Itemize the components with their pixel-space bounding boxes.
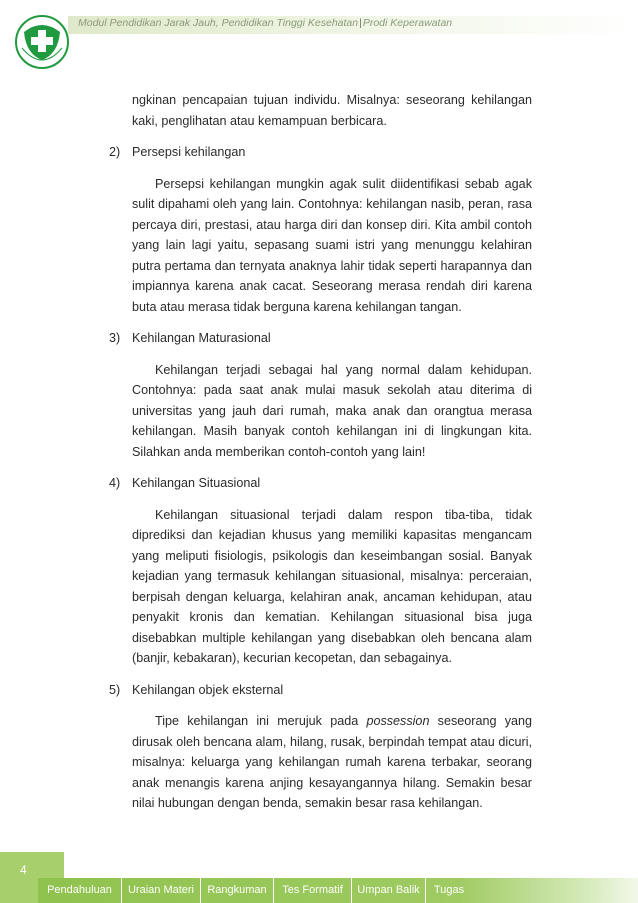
nav-tab-uraian-materi[interactable]: Uraian Materi	[122, 878, 201, 903]
item-number: 2)	[109, 145, 121, 159]
item-paragraph: Kehilangan situasional terjadi dalam respon tiba-tiba, tidak diprediksi dan kejadian khusus yang memiliki kapasitas mengancam yang meliputi fisiologis, psikologis dan keseimbangan sosial. Banyak kejadian yang termasuk kehilangan situasional, misalnya: perceraian, berpisah dengan keluarga, kelahiran anak, ancaman kehidupan, atau penyakit kronis dan kematian. Kehilangan situasional bisa juga disebabkan multiple kehilangan yang disebabkan oleh bencana alam (banjir, kebakaran), kecurian kecopetan, dan sebagainya.	[132, 507, 532, 665]
page-number: 4	[20, 863, 27, 877]
header-separator: |	[359, 17, 362, 29]
emphasis-term: possession	[366, 714, 430, 728]
item-title: Kehilangan objek eksternal	[132, 682, 284, 697]
nav-tab-umpan-balik[interactable]: Umpan Balik	[352, 878, 426, 903]
item-title: Kehilangan Maturasional	[132, 331, 271, 345]
footer-navigation	[38, 878, 472, 903]
item-number: 5)	[109, 682, 121, 697]
header-module-title: Modul Pendidikan Jarak Jauh, Pendidikan Tinggi Kesehatan	[78, 17, 359, 29]
list-item-heading	[109, 142, 532, 163]
nav-tab-tugas[interactable]: Tugas	[433, 884, 465, 896]
header-program: Prodi Keperawatan	[362, 17, 453, 29]
list-item-heading	[109, 328, 532, 349]
list-item-heading	[109, 473, 532, 494]
item-title: Kehilangan Situasional	[132, 476, 261, 490]
running-header	[78, 17, 452, 29]
item-number: 4)	[109, 476, 121, 490]
nav-tab-pendahuluan[interactable]: Pendahuluan	[38, 878, 122, 903]
item-number: 3)	[109, 331, 121, 345]
text-after: seseorang yang dirusak oleh bencana alam, hilang, rusak, berpindah tempat atau dicuri, misalnya: keluarga yang kehilangan rumah karena terbakar, seorang anak menangis karena anjing kesayangannya hilang. Semakin besar nilai hubungan dengan benda, semakin besar rasa kehilangan.	[132, 714, 533, 810]
bakti-husada-logo	[14, 14, 70, 70]
item-title: Persepsi kehilangan	[132, 145, 246, 159]
intro-paragraph: ngkinan pencapaian tujuan individu. Misalnya: seseorang kehilangan kaki, penglihatan atau kemampuan berbicara.	[132, 93, 532, 128]
text-before: Tipe kehilangan ini merujuk pada	[155, 714, 367, 728]
page-body	[109, 90, 532, 814]
item-paragraph: Persepsi kehilangan mungkin agak sulit diidentifikasi sebab agak sulit dipahami oleh yang lain. Contohnya: kehilangan nasib, peran, rasa percaya diri, prestasi, atau harga diri dan konsep diri. Kita ambil contoh yang lain lagi yaitu, sepasang suami istri yang menunggu kelahiran putra pertama dan ternyata anaknya lahir tidak seperti harapannya dan impiannya karena anak cacat. Seseorang merasa rendah diri karena buta atau merasa tidak berguna karena kehilangan tangan.	[132, 176, 532, 314]
item-paragraph: Kehilangan terjadi sebagai hal yang normal dalam kehidupan. Contohnya: pada saat anak mulai masuk sekolah atau diterima di universitas yang jauh dari rumah, maka anak dan orangtua merasa kehilangan. Masih banyak contoh kehilangan ini di lingkungan kita. Silahkan anda memberikan contoh-contoh yang lain!	[132, 362, 532, 459]
nav-tab-rangkuman[interactable]: Rangkuman	[201, 878, 274, 903]
nav-tab-tes-formatif[interactable]: Tes Formatif	[274, 878, 352, 903]
list-item-heading	[109, 680, 532, 701]
item-paragraph	[109, 711, 532, 814]
